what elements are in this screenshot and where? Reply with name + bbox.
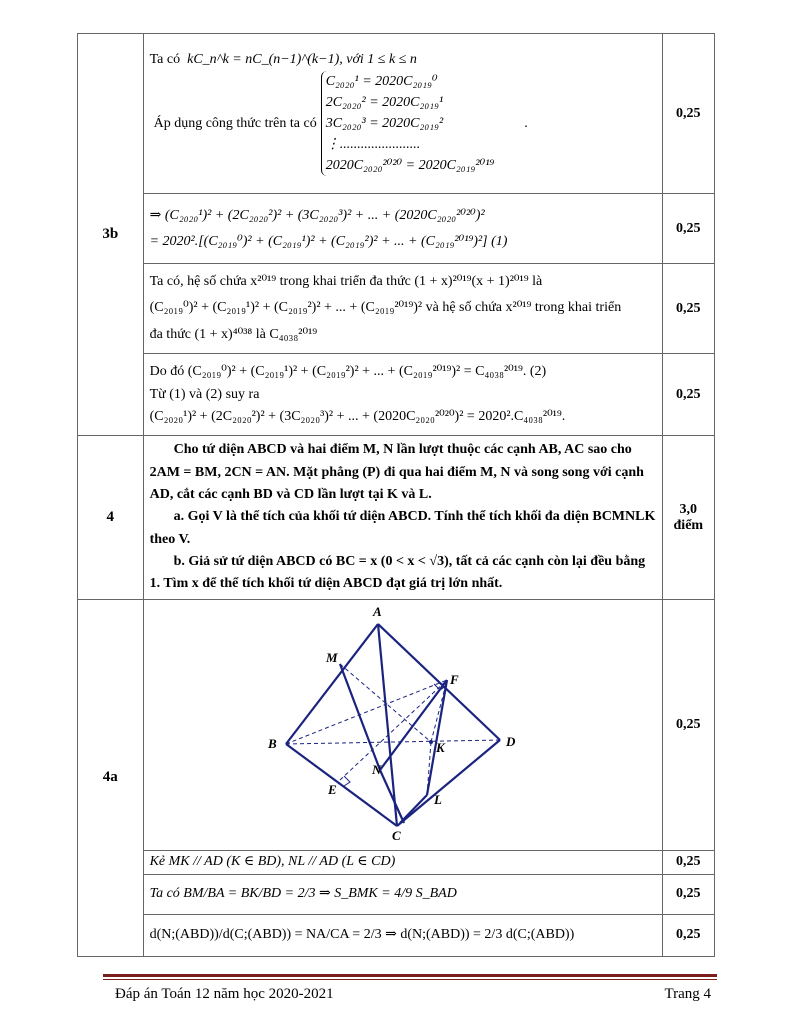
- sum-expansion-cell: [143, 194, 662, 264]
- equation-system: [321, 71, 495, 176]
- system-line: 3C₂₀₂₀³ = 2020C₂₀₁₉²: [325, 115, 444, 131]
- system-line: 2C₂₀₂₀² = 2020C₂₀₁₉¹: [325, 94, 444, 110]
- system-line: C₂₀₂₀¹ = 2020C₂₀₁₉⁰: [325, 73, 438, 89]
- question-label-4: 4: [78, 436, 144, 600]
- problem-part-b: b. Giả sử tứ diện ABCD có BC = x (0 < x < √3), tất cả các cạnh còn lại đều bằng 1. Tìm x để thể tích khối tứ diện ABCD đạt giá trị lớn nhất.: [149, 554, 646, 592]
- point-label-e: E: [327, 782, 337, 797]
- area-ratio-line: Ta có BM/BA = BK/BD = 2/3 ⇒ S_BMK = 4/9 S_BAD: [143, 874, 662, 914]
- page-number: Trang 4: [664, 986, 711, 1002]
- combinatorial-identity: kC_n^k = nC_(n−1)^(k−1), với 1 ≤ k ≤ n: [187, 52, 417, 68]
- problem-statement: [143, 436, 662, 600]
- system-line: ⋮.......................: [325, 136, 421, 152]
- expansion-line-1: ⇒ (C₂₀₂₀¹)² + (2C₂₀₂₀²)² + (3C₂₀₂₀³)² + ... + (2020C₂₀₂₀²⁰²⁰)²: [149, 208, 485, 224]
- score: 0,25: [662, 194, 714, 264]
- coefficient-line-1: Ta có, hệ số chứa x²⁰¹⁹ trong khai triển đa thức (1 + x)²⁰¹⁹(x + 1)²⁰¹⁹ là: [149, 273, 543, 289]
- formula-cell: Ta có kC_n^k = nC_(n−1)^(k−1), với 1 ≤ k ≤ n Áp dụng công thức trên ta có C₂₀₂₀¹ = 2020C₂₀₁₉⁰ 2C₂₀₂₀² = 2020C₂₀₁₉¹ 3C₂₀₂₀³ = 2020C₂₀₁₉² ⋮....................... 2020C₂₀₂₀²⁰²⁰ = 2020C₂₀₁₉²⁰¹⁹ .: [143, 34, 662, 194]
- point-label-l: L: [433, 792, 442, 807]
- problem-part-a: a. Gọi V là thể tích của khối tứ diện ABCD. Tính thể tích khối đa diện BCMNLK theo V.: [149, 509, 656, 547]
- conclusion-line-1: Do đó (C₂₀₁₉⁰)² + (C₂₀₁₉¹)² + (C₂₀₁₉²)² + ... + (C₂₀₁₉²⁰¹⁹)² = C₄₀₃₈²⁰¹⁹. (2): [149, 364, 547, 380]
- tetrahedron-figure-cell: [143, 600, 662, 851]
- vertex-label-d: D: [505, 734, 515, 749]
- distance-ratio-line: d(N;(ABD))/d(C;(ABD)) = NA/CA = 2/3 ⇒ d(N;(ABD)) = 2/3 d(C;(ABD)): [143, 914, 662, 956]
- vertex-label-a: A: [372, 604, 382, 619]
- score: 0,25: [662, 850, 714, 874]
- conclusion-cell: [143, 354, 662, 436]
- vertex-label-b: B: [267, 736, 277, 751]
- score: 0,25: [662, 874, 714, 914]
- system-line: 2020C₂₀₂₀²⁰²⁰ = 2020C₂₀₁₉²⁰¹⁹: [325, 157, 495, 173]
- score: 0,25: [662, 264, 714, 354]
- point-label-f: F: [449, 672, 459, 687]
- score: 0,25: [662, 354, 714, 436]
- expansion-line-2: = 2020².[(C₂₀₁₉⁰)² + (C₂₀₁₉¹)² + (C₂₀₁₉²)² + ... + (C₂₀₁₉²⁰¹⁹)²] (1): [149, 233, 508, 249]
- score: 0,25: [662, 914, 714, 956]
- apply-text: Áp dụng công thức trên ta có: [153, 115, 317, 131]
- coefficient-cell: [143, 264, 662, 354]
- tetrahedron-figure: [144, 600, 662, 844]
- score: 0,25: [662, 600, 714, 851]
- construction-line: Kẻ MK // AD (K ∈ BD), NL // AD (L ∈ CD): [143, 850, 662, 874]
- vertex-label-c: C: [391, 828, 401, 843]
- page-footer: [103, 974, 717, 1002]
- conclusion-line-2: Từ (1) và (2) suy ra: [149, 387, 260, 402]
- footer-title: Đáp án Toán 12 năm học 2020-2021: [115, 986, 334, 1002]
- score: 0,25: [662, 34, 714, 194]
- footer-rule: [103, 974, 717, 977]
- question-label-3b: 3b: [78, 34, 144, 436]
- coefficient-line-2: (C₂₀₁₉⁰)² + (C₂₀₁₉¹)² + (C₂₀₁₉²)² + ... + (C₂₀₁₉²⁰¹⁹)² và hệ số chứa x²⁰¹⁹ trong khai triển: [149, 300, 622, 316]
- solution-table: [77, 33, 715, 957]
- total-score: 3,0 điểm: [662, 436, 714, 600]
- question-label-4a: 4a: [78, 600, 144, 957]
- problem-intro: Cho tứ diện ABCD và hai điểm M, N lần lượt thuộc các cạnh AB, AC sao cho 2AM = BM, 2CN = AN. Mặt phẳng (P) đi qua hai điểm M, N và song song với cạnh AD, cắt các cạnh BD và CD lần lượt tại K và L.: [149, 442, 644, 502]
- conclusion-line-3: (C₂₀₂₀¹)² + (2C₂₀₂₀²)² + (3C₂₀₂₀³)² + ... + (2020C₂₀₂₀²⁰²⁰)² = 2020².C₄₀₃₈²⁰¹⁹.: [149, 409, 566, 424]
- coefficient-line-3: đa thức (1 + x)⁴⁰³⁸ là C₄₀₃₈²⁰¹⁹: [149, 326, 318, 342]
- point-label-m: M: [325, 650, 338, 665]
- text-prefix: Ta có: [149, 52, 181, 68]
- point-label-k: K: [435, 740, 445, 755]
- point-label-n: N: [371, 762, 381, 777]
- footer-rule: [103, 979, 717, 980]
